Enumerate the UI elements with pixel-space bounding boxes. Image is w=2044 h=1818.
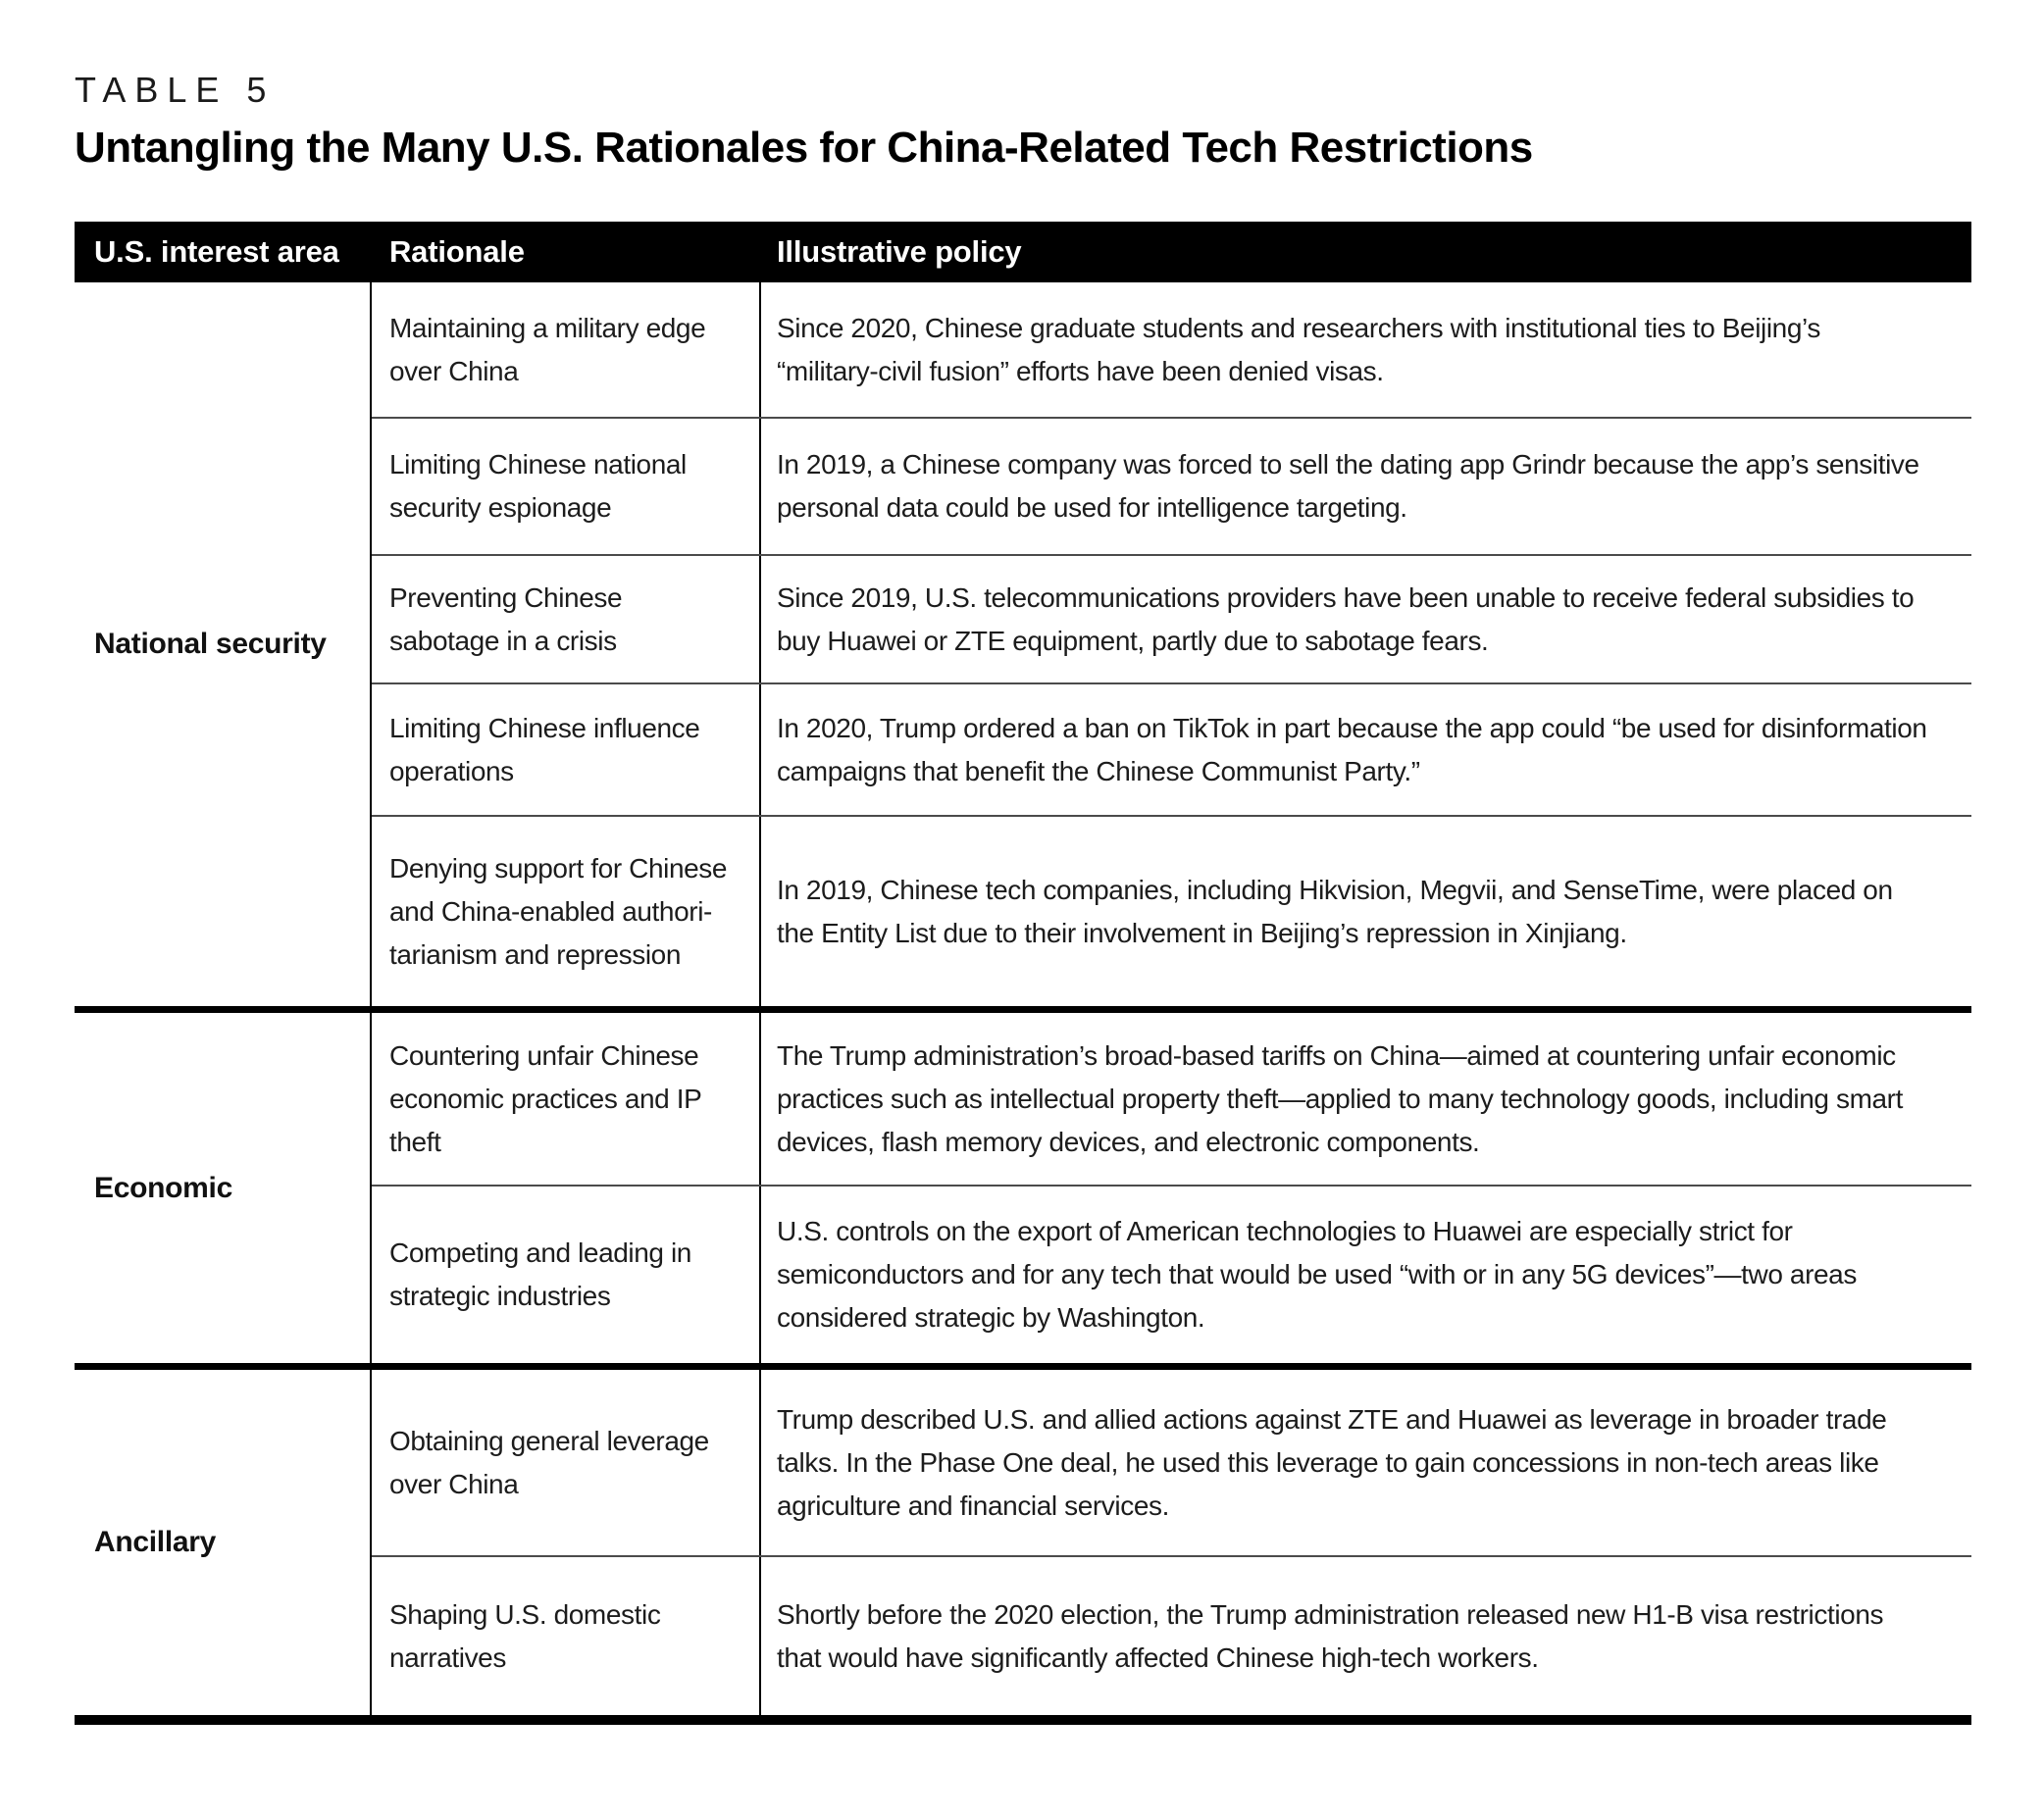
section-rows <box>372 1370 1971 1715</box>
rationale-cell <box>372 1557 761 1715</box>
rationale-text: Limiting Chinese national security espionage <box>389 449 687 523</box>
table-row <box>372 682 1971 815</box>
rationale-text: Limiting Chinese influence operations <box>389 712 700 786</box>
policy-text: Shortly before the 2020 election, the Trump administration released new H1-B visa restrictions that would have significantly affected Chinese high-tech workers. <box>777 1598 1884 1673</box>
policy-text: In 2020, Trump ordered a ban on TikTok in part because the app could “be used for disinformation campaigns that benefit the Chinese Communist Party.” <box>777 712 1927 786</box>
section-national-security <box>75 282 1971 1006</box>
rationales-table <box>75 222 1971 1725</box>
section-economic <box>75 1006 1971 1363</box>
rationale-cell <box>372 556 761 682</box>
table-row <box>372 417 1971 554</box>
policy-cell <box>761 1557 1971 1715</box>
policy-text: U.S. controls on the export of American technologies to Huawei are especially strict for semiconductors and for any tech that would be used “with or in any 5G devices”—two areas considered strategic by Washington. <box>777 1216 1857 1333</box>
policy-text: In 2019, Chinese tech companies, including Hikvision, Megvii, and SenseTime, were placed on the Entity List due to their involvement in Beijing’s repression in Xinjiang. <box>777 874 1893 948</box>
table-row <box>372 282 1971 417</box>
rationale-cell <box>372 684 761 815</box>
section-rows <box>372 1013 1971 1363</box>
rationale-text: Countering unfair Chinese economic practices and IP theft <box>389 1039 701 1157</box>
interest-area-cell: Economic <box>75 1013 372 1363</box>
policy-text: Trump described U.S. and allied actions against ZTE and Huawei as leverage in broader trade talks. In the Phase One deal, he used this leverage to gain concessions in non-tech areas like agriculture and financial services. <box>777 1403 1887 1521</box>
section-rows <box>372 282 1971 1006</box>
policy-text: In 2019, a Chinese company was forced to sell the dating app Grindr because the app’s sensitive personal data could be used for intelligence targeting. <box>777 449 1919 523</box>
table-row <box>372 1185 1971 1363</box>
column-header-rationale: Rationale <box>389 234 525 269</box>
rationale-text: Competing and leading in strategic industries <box>389 1237 691 1311</box>
table-number-label: TABLE 5 <box>75 70 276 110</box>
rationale-text: Shaping U.S. domestic narratives <box>389 1598 661 1673</box>
policy-cell <box>761 1013 1971 1185</box>
policy-cell <box>761 1370 1971 1555</box>
table-row <box>372 1370 1971 1555</box>
table-row <box>372 815 1971 1006</box>
rationale-cell <box>372 282 761 417</box>
table-row <box>372 554 1971 682</box>
rationale-cell <box>372 1013 761 1185</box>
table-row <box>372 1013 1971 1185</box>
policy-text: Since 2019, U.S. telecommunications providers have been unable to receive federal subsidies to buy Huawei or ZTE equipment, partly due to sabotage fears. <box>777 581 1915 656</box>
policy-cell <box>761 1187 1971 1363</box>
policy-cell <box>761 556 1971 682</box>
rationale-cell <box>372 1187 761 1363</box>
policy-cell <box>761 419 1971 554</box>
policy-text: The Trump administration’s broad-based tariffs on China—aimed at countering unfair economic practices such as intellectual property theft—applied to many technology goods, including smart devices, flash memory devices, and electronic components. <box>777 1039 1903 1157</box>
policy-cell <box>761 817 1971 1006</box>
table-row <box>372 1555 1971 1715</box>
policy-cell <box>761 684 1971 815</box>
column-header-interest-area: U.S. interest area <box>94 234 339 269</box>
column-header-policy: Illustrative policy <box>777 234 1022 269</box>
policy-cell <box>761 282 1971 417</box>
interest-area-cell: National security <box>75 282 372 1006</box>
rationale-cell <box>372 419 761 554</box>
rationale-cell <box>372 1370 761 1555</box>
rationale-text: Preventing Chinese sabotage in a crisis <box>389 581 623 656</box>
table-title: Untangling the Many U.S. Rationales for China-Related Tech Restrictions <box>75 124 1533 172</box>
rationale-text: Maintaining a military edge over China <box>389 312 706 386</box>
interest-area-cell: Ancillary <box>75 1370 372 1715</box>
table-header-row <box>75 222 1971 282</box>
rationale-text: Obtaining general leverage over China <box>389 1425 709 1499</box>
section-ancillary <box>75 1363 1971 1715</box>
policy-text: Since 2020, Chinese graduate students and researchers with institutional ties to Beijing’s “military-civil fusion” efforts have been denied visas. <box>777 312 1820 386</box>
rationale-text: Denying support for Chinese and China-enabled authoritarianism and repression <box>389 852 728 970</box>
rationale-cell <box>372 817 761 1006</box>
